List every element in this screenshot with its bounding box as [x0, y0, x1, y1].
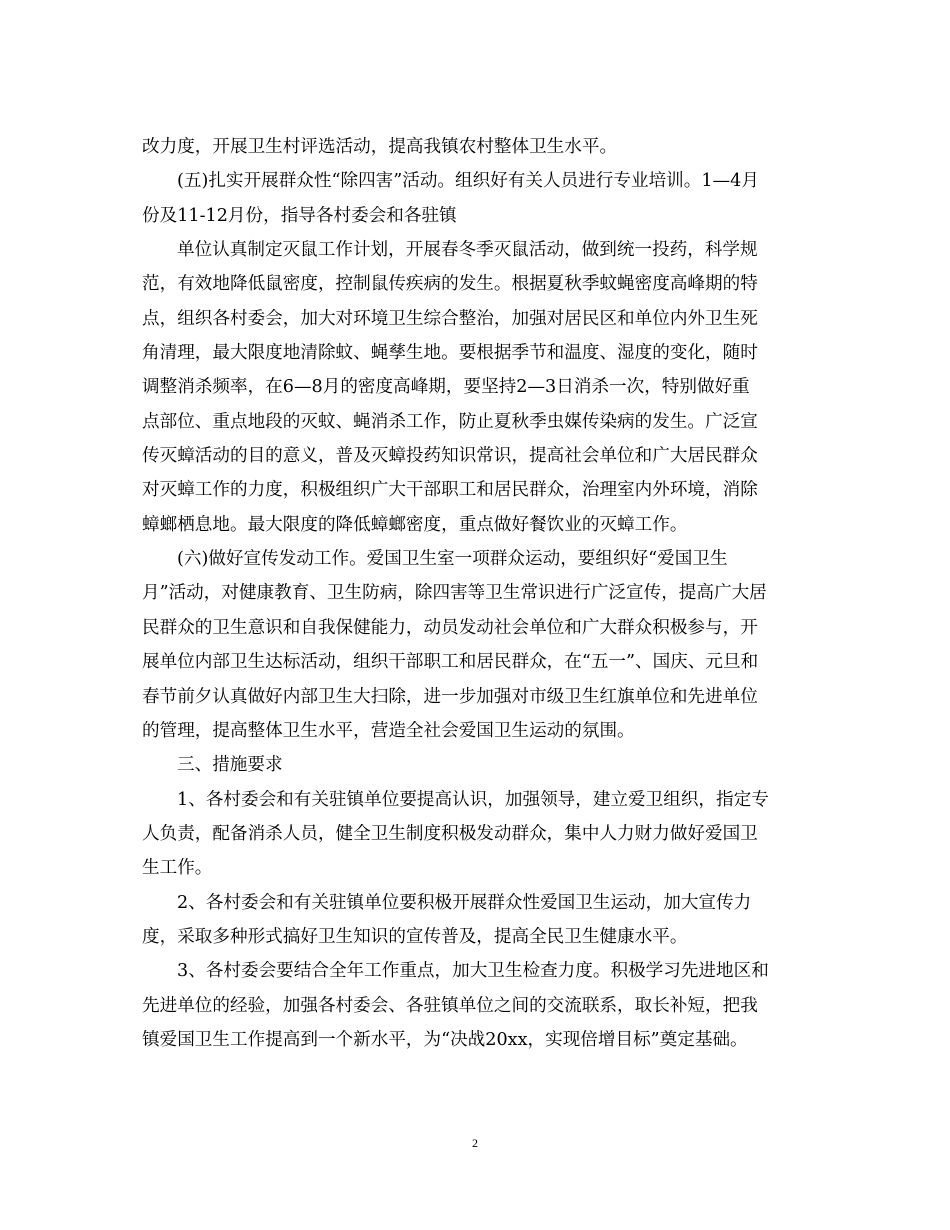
text-line: 人负责，配备消杀人员，健全卫生制度积极发动群众，集中人力财力做好爱国卫 [142, 823, 758, 844]
text-line: 范，有效地降低鼠密度，控制鼠传疾病的发生。根据夏秋季蚊蝇密度高峰期的特 [142, 274, 758, 295]
text-line: 展单位内部卫生达标活动，组织干部职工和居民群众，在“五一”、国庆、元旦和 [142, 652, 759, 673]
text-line: 镇爱国卫生工作提高到一个新水平，为“决战20xx，实现倍增目标”奠定基础。 [142, 1029, 748, 1050]
text-line: 1、各村委会和有关驻镇单位要提高认识，加强领导，建立爱卫组织，指定专 [177, 789, 769, 810]
text-line: 2、各村委会和有关驻镇单位要积极开展群众性爱国卫生运动，加大宣传力 [177, 892, 752, 913]
text-line: 民群众的卫生意识和自我保健能力，动员发动社会单位和广大群众积极参与，开 [142, 617, 758, 638]
text-line: 对灭蟑工作的力度，积极组织广大干部职工和居民群众，治理室内外环境，消除 [142, 480, 758, 501]
text-line: 春节前夕认真做好内部卫生大扫除，进一步加强对市级卫生红旗单位和先进单位 [142, 686, 758, 707]
text-line: 角清理，最大限度地清除蚊、蝇孳生地。要根据季节和温度、湿度的变化，随时 [142, 343, 758, 364]
text-line: 点部位、重点地段的灭蚊、蝇消杀工作，防止夏秋季虫媒传染病的发生。广泛宣 [142, 411, 758, 432]
text-line: 三、措施要求 [177, 755, 283, 776]
text-line: 月”活动，对健康教育、卫生防病，除四害等卫生常识进行广泛宣传，提高广大居 [142, 583, 767, 604]
text-line: (五)扎实开展群众性“除四害”活动。组织好有关人员进行专业培训。1—4月 [177, 171, 759, 192]
text-line: 先进单位的经验，加强各村委会、各驻镇单位之间的交流联系，取长补短，把我 [142, 995, 758, 1016]
text-line: 3、各村委会要结合全年工作重点，加大卫生检查力度。积极学习先进地区和 [177, 961, 769, 982]
text-line: 份及11-12月份，指导各村委会和各驻镇 [142, 205, 457, 226]
text-line: 调整消杀频率，在6—8月的密度高峰期，要坚持2—3日消杀一次，特别做好重 [142, 377, 750, 398]
text-line: 度，采取多种形式搞好卫生知识的宣传普及，提高全民卫生健康水平。 [142, 926, 688, 947]
text-line: (六)做好宣传发动工作。爱国卫生室一项群众运动，要组织好“爱国卫生 [177, 549, 728, 570]
text-line: 蟑螂栖息地。最大限度的降低蟑螂密度，重点做好餐饮业的灭蟑工作。 [142, 514, 688, 535]
page-number: 2 [472, 1136, 478, 1150]
text-line: 生工作。 [142, 858, 213, 879]
document-body [142, 130, 808, 1057]
text-line: 的管理，提高整体卫生水平，营造全社会爱国卫生运动的氛围。 [142, 720, 635, 741]
text-line: 传灭蟑活动的目的意义，普及灭蟑投药知识常识，提高社会单位和广大居民群众 [142, 446, 758, 467]
text-line: 单位认真制定灭鼠工作计划，开展春冬季灭鼠活动，做到统一投药，科学规 [177, 240, 758, 261]
text-line: 改力度，开展卫生村评选活动，提高我镇农村整体卫生水平。 [142, 137, 618, 157]
text-line: 点，组织各村委会，加大对环境卫生综合整治，加强对居民区和单位内外卫生死 [142, 308, 758, 329]
